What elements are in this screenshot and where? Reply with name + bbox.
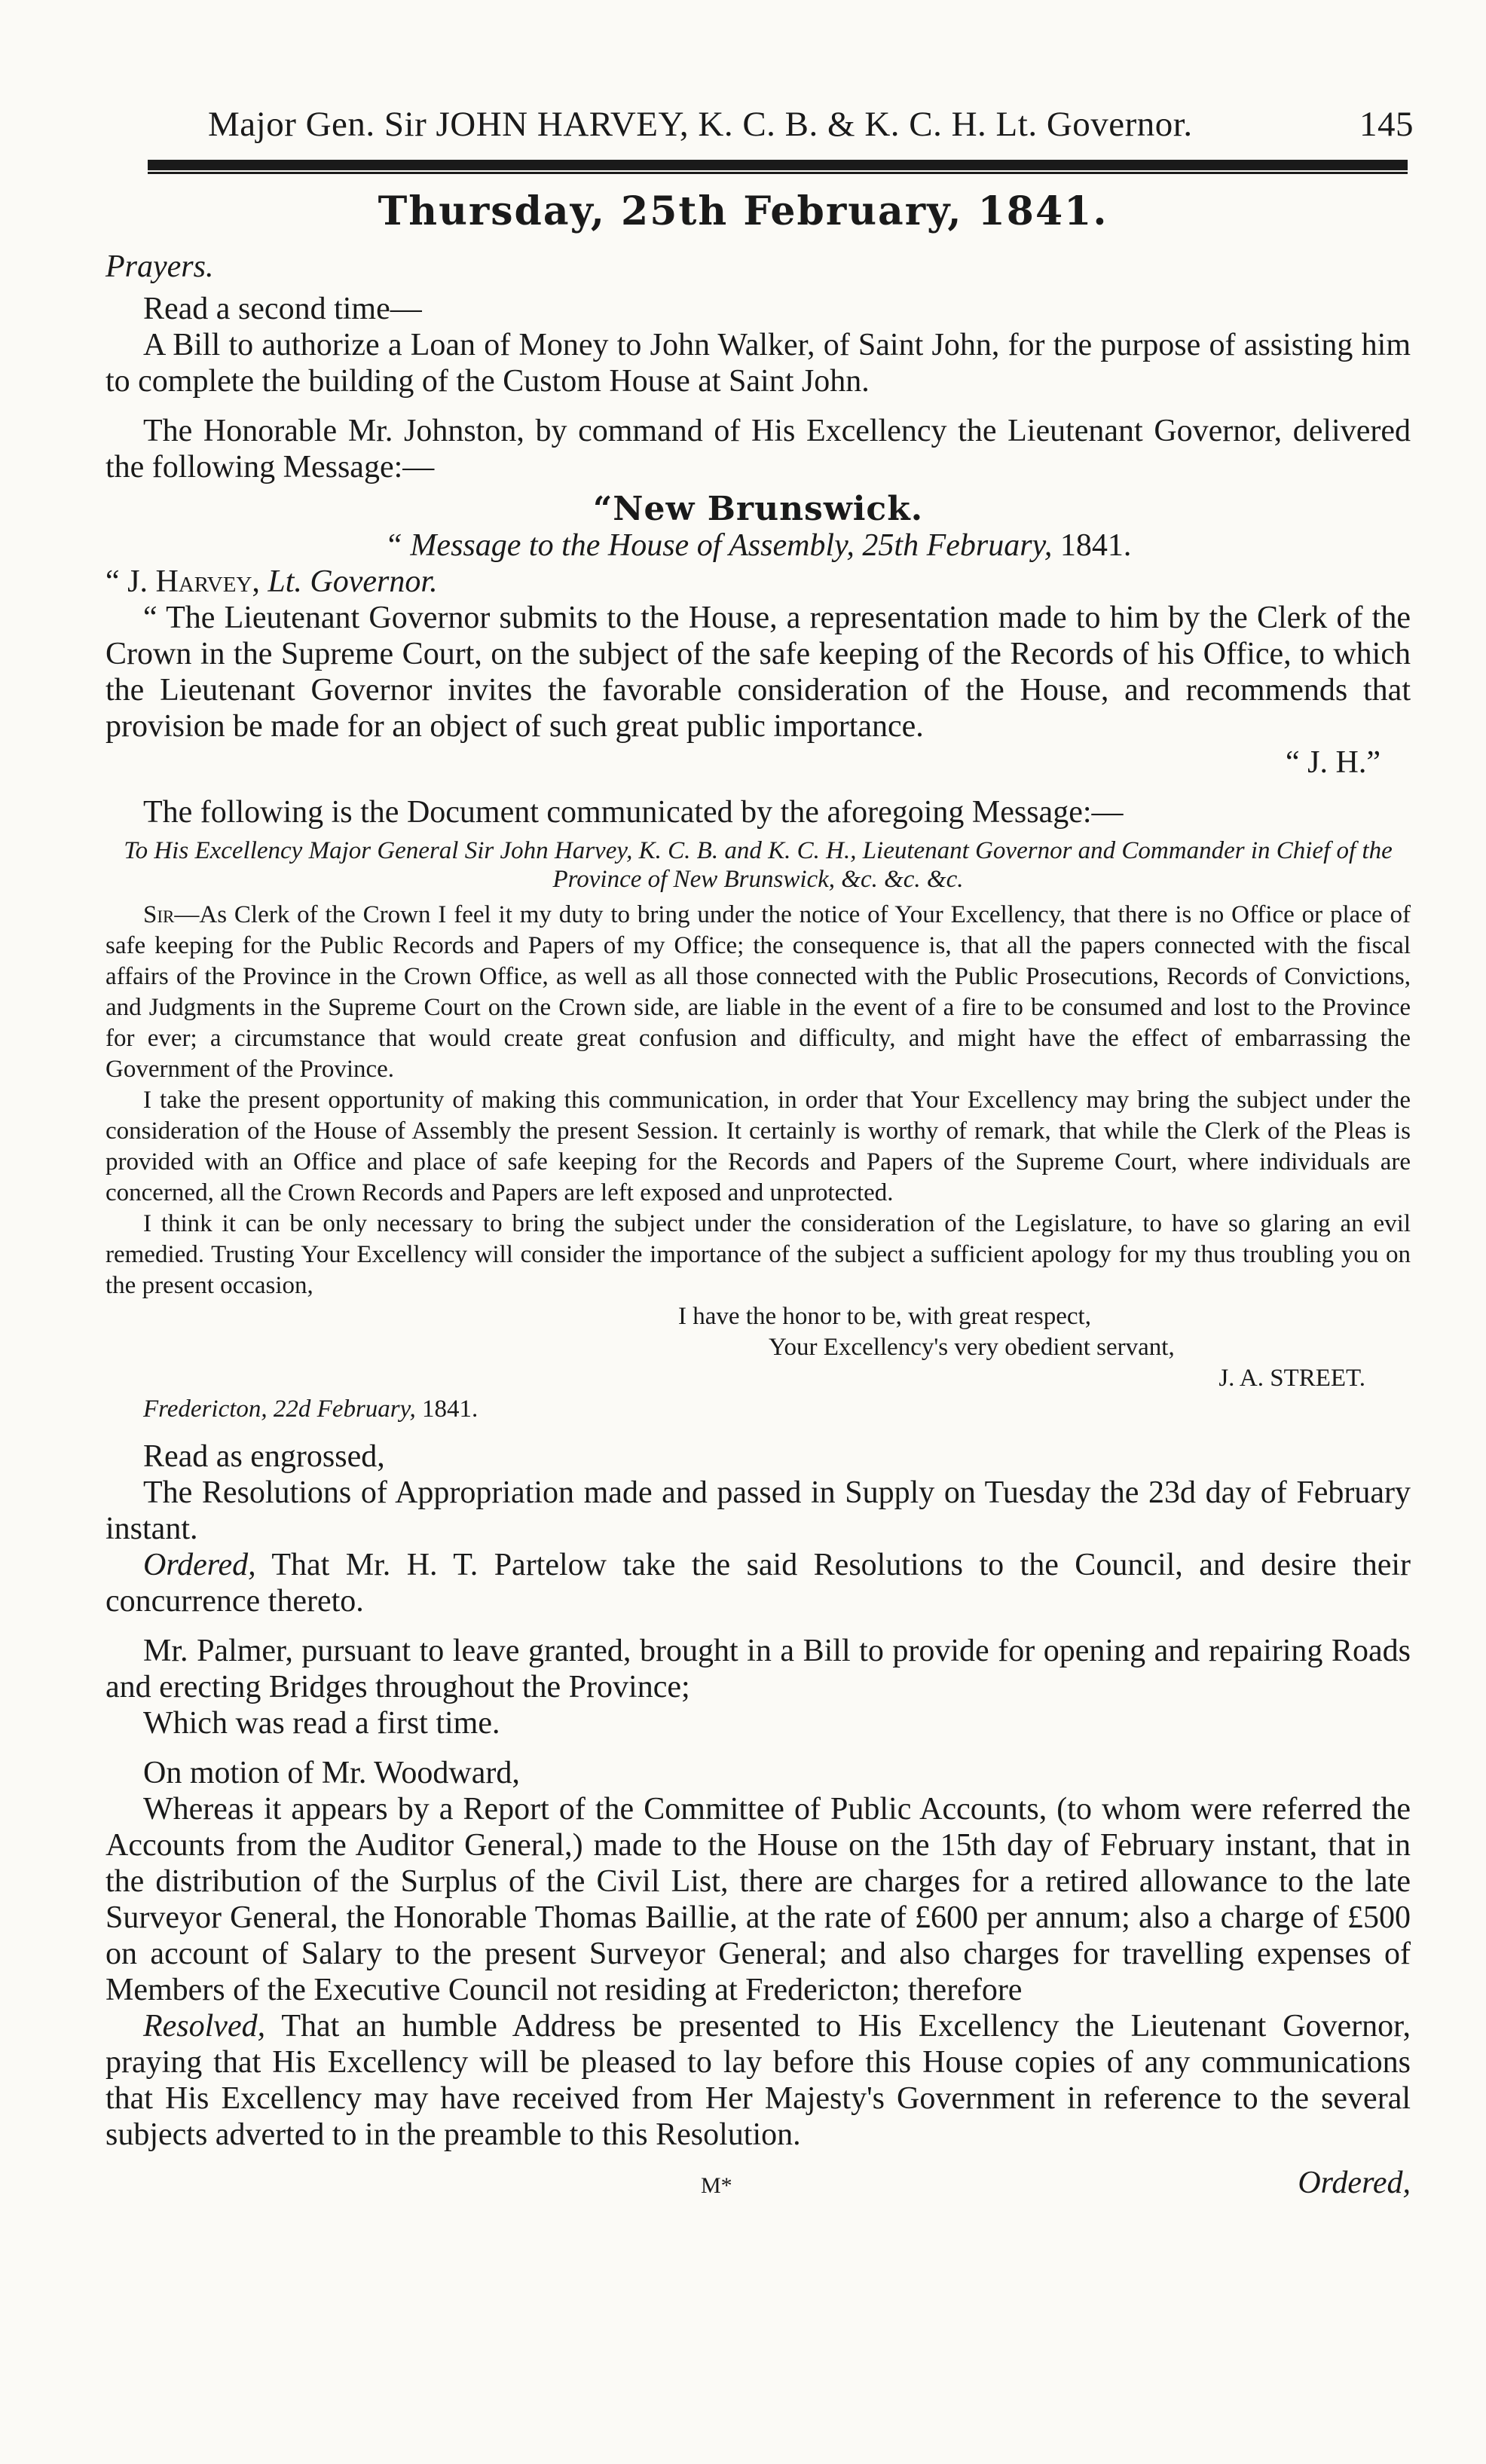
- message-title-year: 1841.: [1052, 528, 1132, 563]
- message-initials: “ J. H.”: [1286, 745, 1381, 780]
- document-intro-paragraph: The following is the Document communicated by the aforegoing Message:—: [143, 795, 1124, 830]
- letter-paragraph-1: [105, 900, 1411, 1085]
- resolved-text: That an humble Address be presented to His Excellency the Lieutenant Governor, praying that His Excellency will be pleased to lay before this House copies of any communications that His Excellency may have received from Her Majesty's Government in reference to the several subjects adverted to in the preamble to this Resolution.: [105, 2009, 1411, 2152]
- prayers-line: Prayers.: [105, 249, 214, 284]
- bill-loan-paragraph: A Bill to authorize a Loan of Money to John Walker, of Saint John, for the purpose of assisting him to complete the building of the Custom House at Saint John.: [105, 328, 1411, 399]
- page-number: 145: [1359, 105, 1414, 144]
- letter-place-date: [105, 1394, 1411, 1425]
- running-head-title: Major Gen. Sir JOHN HARVEY, K. C. B. & K. C. H. Lt. Governor.: [208, 105, 1193, 144]
- read-engrossed: Read as engrossed,: [143, 1439, 385, 1474]
- first-time-line: Which was read a first time.: [143, 1706, 500, 1741]
- message-signer-title: Lt. Governor.: [268, 564, 438, 599]
- message-text: “ The Lieutenant Governor submits to the House, a representation made to him by the Clerk of the Crown in the Supreme Court, on the subject of the safe keeping of the Records of his Office, to which the Lieutenant Governor invites the favorable consideration of the House, and recommends that provision be made for an object of such great public importance.: [105, 601, 1411, 744]
- letter-signature: J. A. STREET.: [1218, 1365, 1365, 1392]
- ordered-paragraph: [105, 1547, 1411, 1619]
- ordered-label: Ordered,: [143, 1548, 256, 1582]
- palmer-paragraph: Mr. Palmer, pursuant to leave granted, brought in a Bill to provide for opening and repairing Roads and erecting Bridges throughout the Province;: [105, 1634, 1411, 1704]
- resolutions-paragraph: The Resolutions of Appropriation made and passed in Supply on Tuesday the 23d day of February instant.: [105, 1475, 1411, 1546]
- letter-address: To His Excellency Major General Sir John Harvey, K. C. B. and K. C. H., Lieutenant Governor and Commander in Chief of the Province of New Brunswick, &c. &c. &c.: [124, 837, 1393, 893]
- letter-closing-1: I have the honor to be, with great respect,: [678, 1303, 1091, 1330]
- message-title: [105, 527, 1411, 564]
- page-body: [105, 249, 1411, 2201]
- signature-mark: M*: [701, 2173, 732, 2198]
- message-title-italic: “ Message to the House of Assembly, 25th February,: [384, 528, 1053, 563]
- letter-salutation: Sir: [143, 901, 175, 928]
- letter-paragraph-2: I take the present opportunity of making this communication, in order that Your Excellency may bring the subject under the consideration of the House of Assembly the present Session. It certainly is worthy of remark, that while the Clerk of the Pleas is provided with an Office and place of safe keeping for the Records and Papers of the Supreme Court, where individuals are concerned, all the Crown Records and Papers are left exposed and unprotected.: [105, 1087, 1411, 1206]
- message-signer: [105, 564, 1411, 600]
- letter-paragraph-1-text: —As Clerk of the Crown I feel it my duty to bring under the notice of Your Excellency, that there is no Office or place of safe keeping for the Public Records and Papers of my Office; the consequence is, that all the papers connected with the fiscal affairs of the Province in the Crown Office, as well as all those connected with the Public Prosecutions, Records of Convictions, and Judgments in the Supreme Court on the Crown side, are liable in the event of a fire to be consumed and lost to the Province for ever; a circumstance that would create great confusion and difficulty, and might have the effect of embarrassing the Government of the Province.: [105, 901, 1411, 1083]
- header-rule: [148, 160, 1408, 170]
- running-head: [208, 104, 1414, 145]
- letter-paragraph-3: I think it can be only necessary to bring the subject under the consideration of the Legislature, to have so glaring an evil remedied. Trusting Your Excellency will consider the importance of the subject a sufficient apology for my thus troubling you on the present occasion,: [105, 1210, 1411, 1299]
- resolved-label: Resolved,: [143, 2009, 266, 2044]
- letter-place-date-italic: Fredericton, 22d February,: [143, 1396, 416, 1423]
- letter-closing-2: Your Excellency's very obedient servant,: [769, 1334, 1175, 1361]
- page-footer: [105, 2165, 1411, 2201]
- letter-body: [105, 900, 1411, 1425]
- date-heading: Thursday, 25th February, 1841.: [378, 188, 1108, 234]
- ordered-text: That Mr. H. T. Partelow take the said Resolutions to the Council, and desire their concurrence thereto.: [105, 1548, 1411, 1619]
- read-second-time: Read a second time—: [143, 292, 422, 326]
- catchword: Ordered,: [1298, 2166, 1411, 2200]
- whereas-paragraph: Whereas it appears by a Report of the Committee of Public Accounts, (to whom were referred the Accounts from the Auditor General,) made to the House on the 15th day of February instant, that in the distribution of the Surplus of the Civil List, there are charges for a retired allowance to the late Surveyor General, the Honorable Thomas Baillie, at the rate of £600 per annum; also a charge of £500 on account of Salary to the present Surveyor General; and also charges for travelling expenses of Members of the Executive Council not residing at Fredericton; therefore: [105, 1792, 1411, 2007]
- resolved-paragraph: [105, 2008, 1411, 2153]
- message-signer-name: “ J. Harvey,: [105, 564, 268, 599]
- message-intro-paragraph: The Honorable Mr. Johnston, by command of His Excellency the Lieutenant Governor, delivered the following Message:—: [105, 414, 1411, 485]
- letter-place-date-year: 1841.: [415, 1396, 479, 1423]
- woodward-line: On motion of Mr. Woodward,: [143, 1756, 520, 1790]
- message-heading: “New Brunswick.: [592, 490, 924, 528]
